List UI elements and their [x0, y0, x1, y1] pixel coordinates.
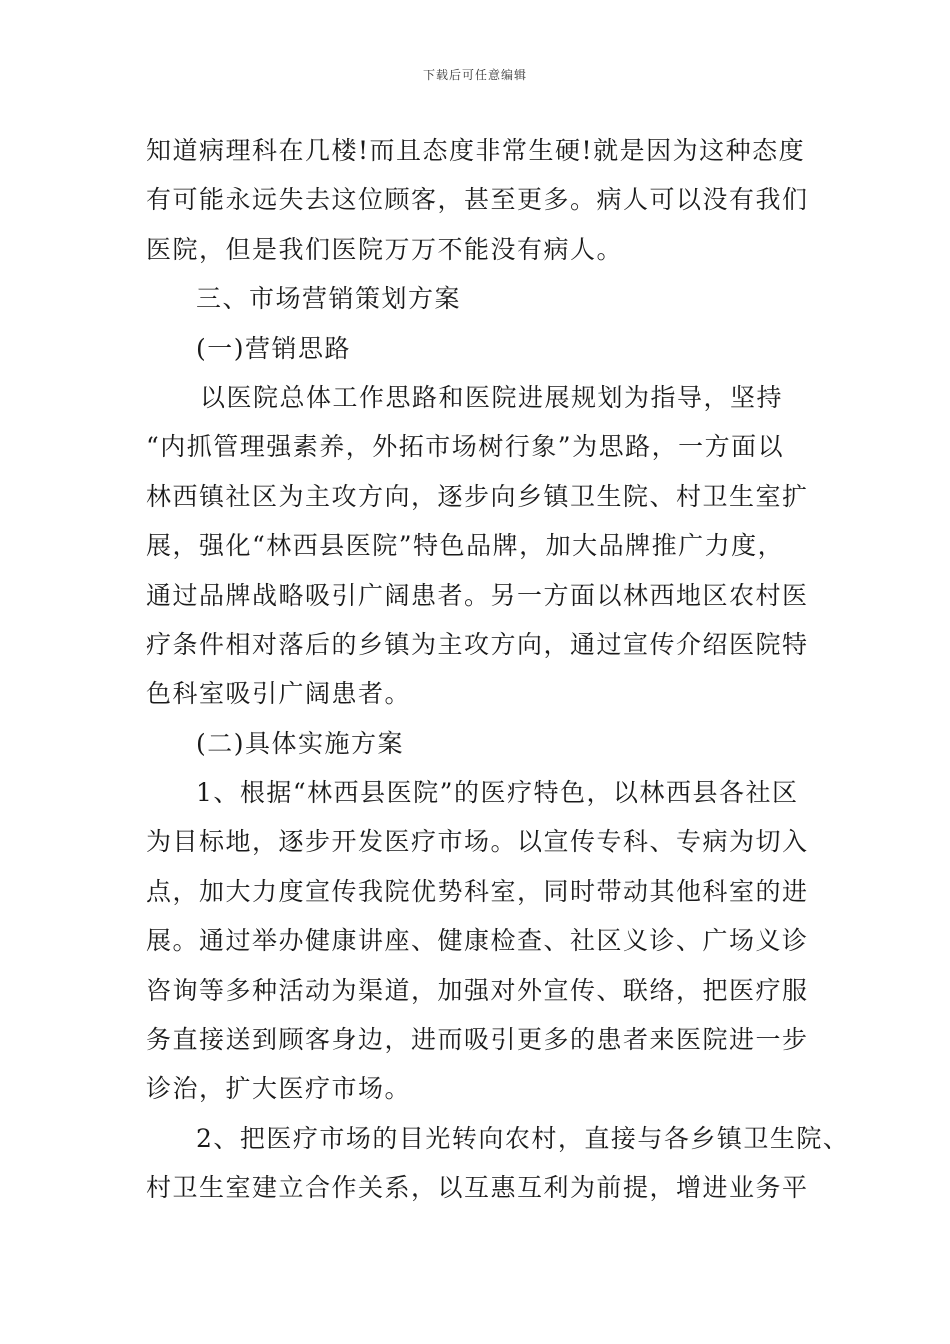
text-line: “内抓管理强素养，外拓市场树行象”为思路，一方面以 [146, 432, 785, 462]
text-line: 展。通过举办健康讲座、健康检查、社区义诊、广场义诊 [146, 926, 809, 956]
text-line: 村卫生室建立合作关系，以互惠互利为前提，增进业务平 [146, 1173, 809, 1203]
text-line: 通过品牌战略吸引广阔患者。另一方面以林西地区农村医 [146, 580, 809, 610]
text-line: 展，强化“林西县医院”特色品牌，加大品牌推广力度， [146, 531, 785, 561]
document-body [146, 126, 850, 1213]
text-line: 2、把医疗市场的目光转向农村，直接与各乡镇卫生院、 [196, 1123, 850, 1153]
text-line: 为目标地，逐步开发医疗市场。以宣传专科、专病为切入 [146, 827, 809, 857]
text-line: 点，加大力度宣传我院优势科室，同时带动其他科室的进 [146, 876, 809, 906]
text-line: 以医院总体工作思路和医院进展规划为指导，坚持 [200, 382, 784, 412]
text-line: 医院，但是我们医院万万不能没有病人。 [146, 234, 624, 264]
text-line: 林西镇社区为主攻方向，逐步向乡镇卫生院、村卫生室扩 [146, 481, 809, 511]
page-header: 下载后可任意编辑 [422, 68, 527, 82]
subsection-heading: (一)营销思路 [196, 333, 352, 363]
text-line: 1、根据“林西县医院”的医疗特色，以林西县各社区 [196, 778, 799, 808]
text-line: 诊治，扩大医疗市场。 [146, 1074, 412, 1104]
text-line: 色科室吸引广阔患者。 [146, 679, 412, 709]
section-heading: 三、市场营销策划方案 [196, 284, 462, 314]
text-line: 疗条件相对落后的乡镇为主攻方向，通过宣传介绍医院特 [146, 629, 809, 659]
text-line: 知道病理科在几楼!而且态度非常生硬!就是因为这种态度 [146, 136, 806, 165]
text-line: 有可能永远失去这位顾客，甚至更多。病人可以没有我们 [146, 185, 809, 215]
text-line: 务直接送到顾客身边，进而吸引更多的患者来医院进一步 [146, 1025, 809, 1055]
subsection-heading: (二)具体实施方案 [196, 728, 405, 758]
text-line: 咨询等多种活动为渠道，加强对外宣传、联络，把医疗服 [146, 975, 809, 1005]
